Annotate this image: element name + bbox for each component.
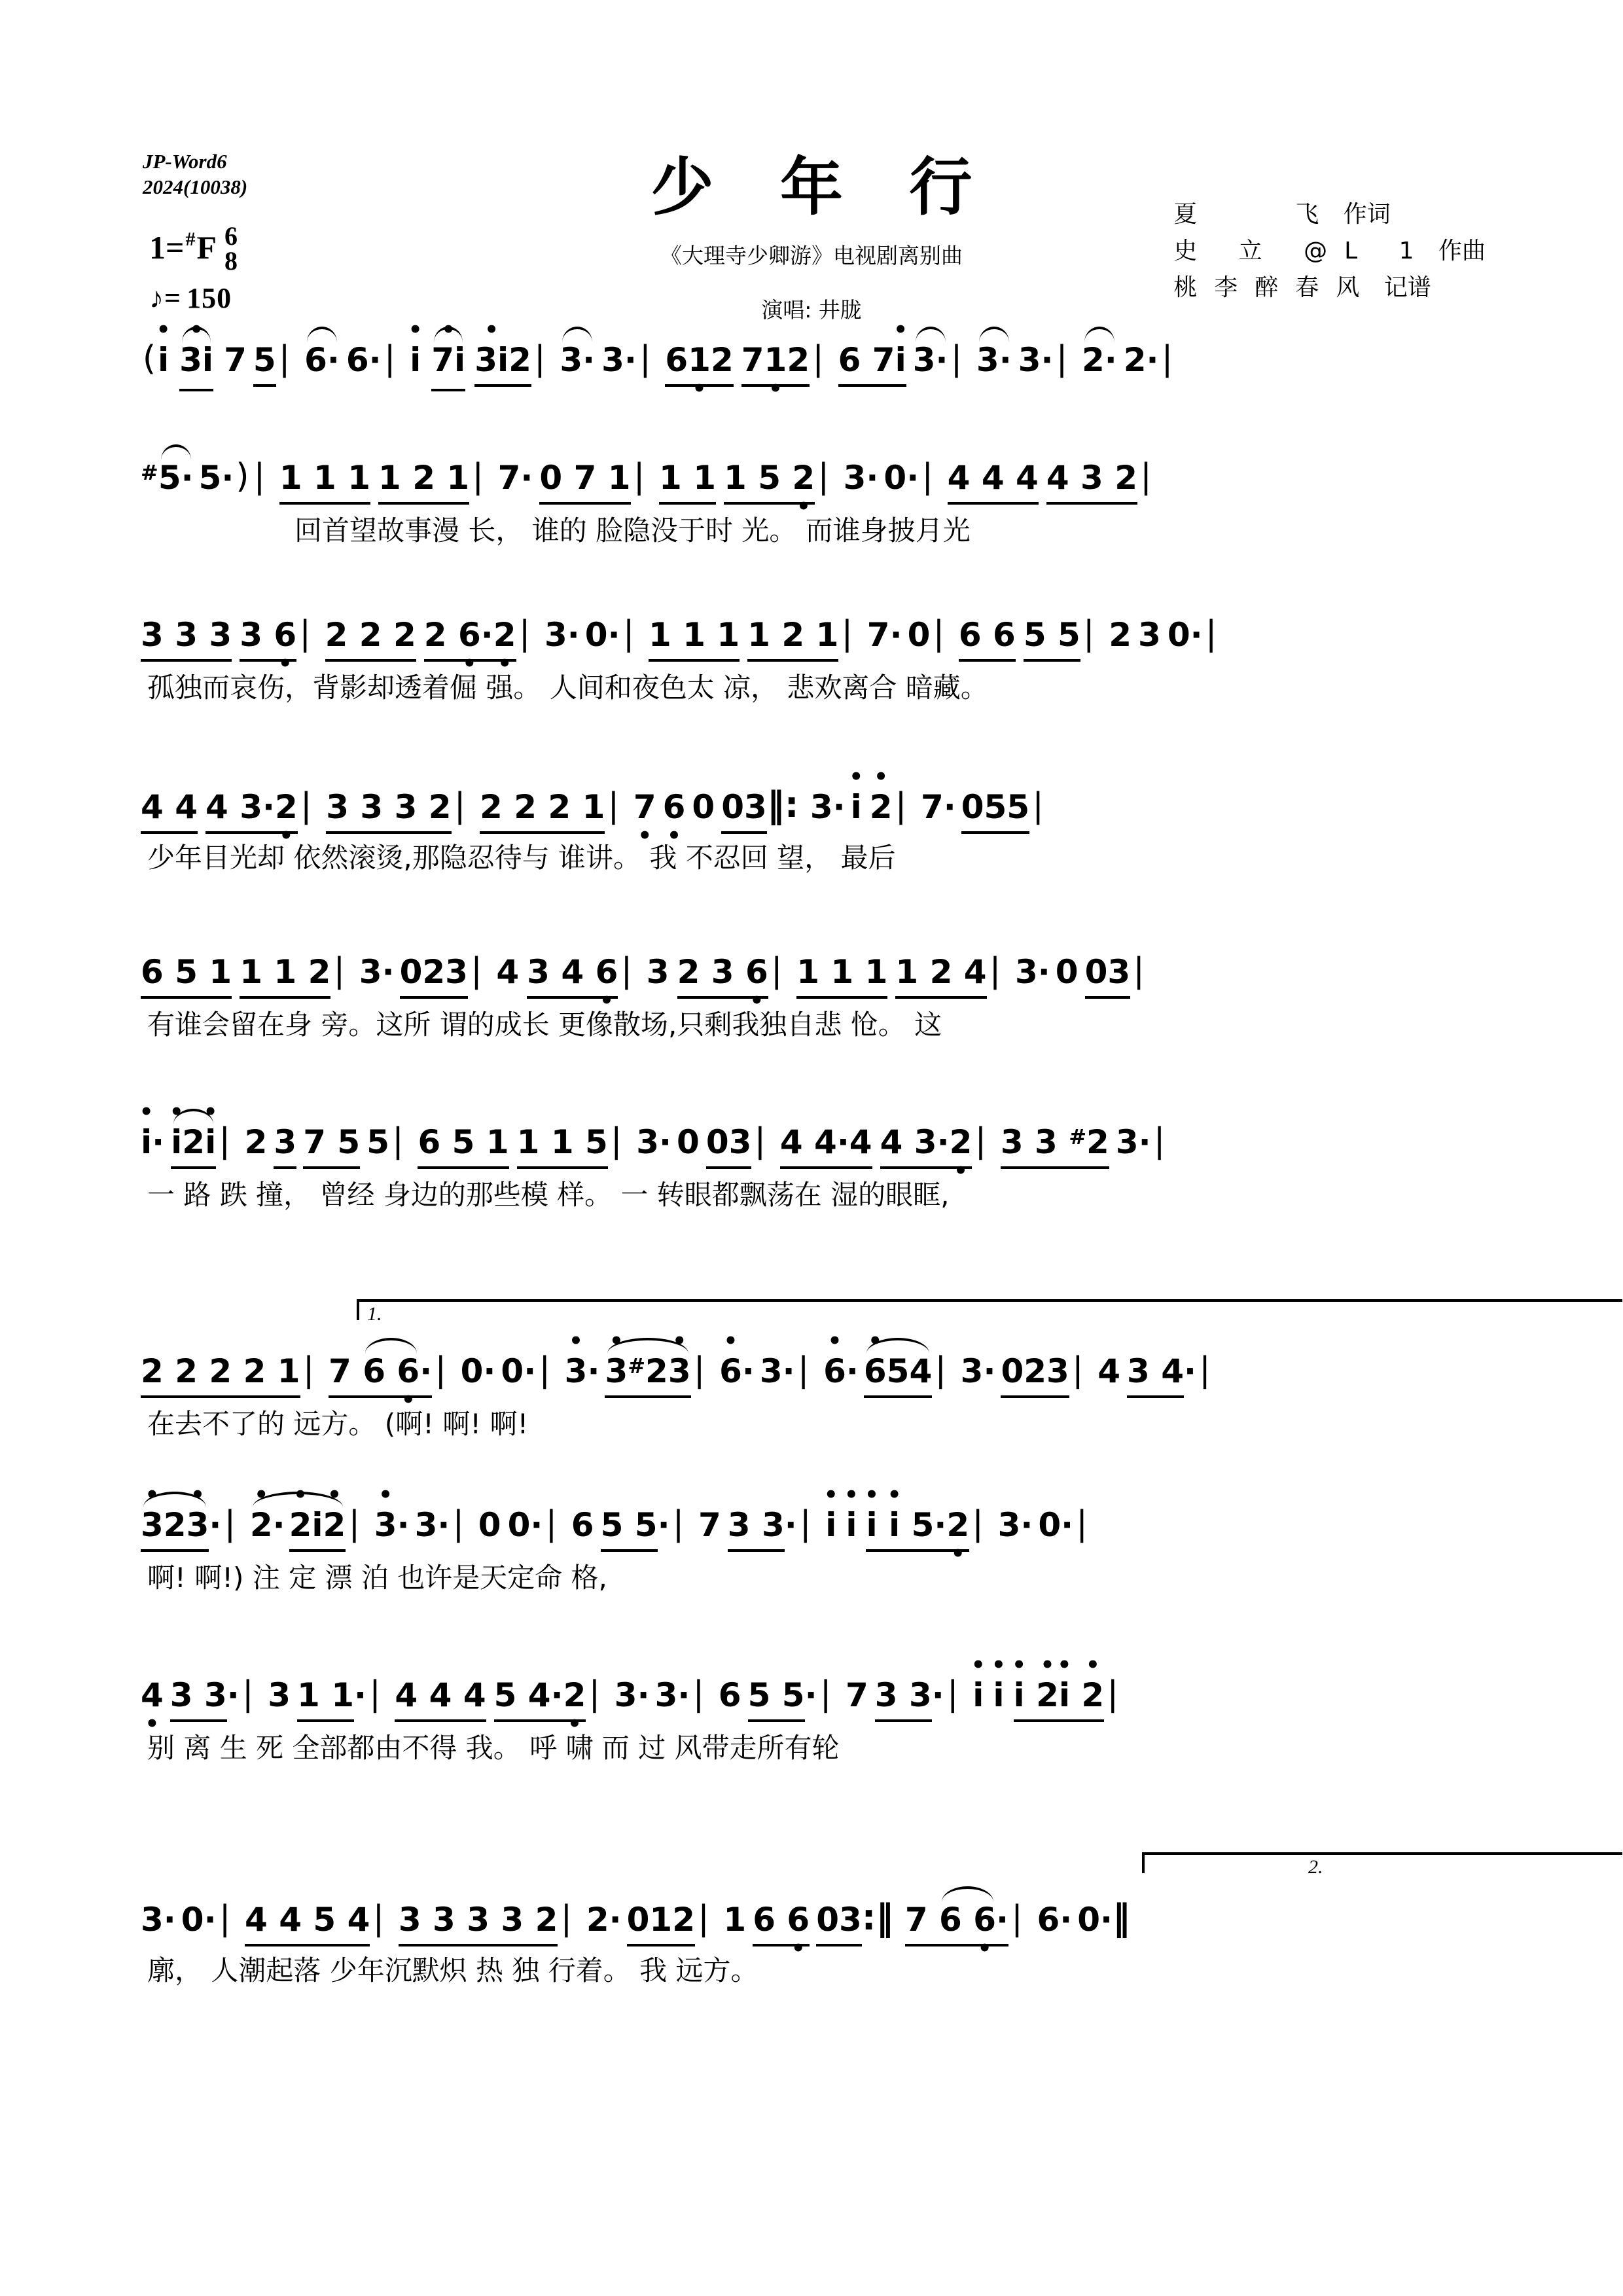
lyric-row-6: 一 路 跌 撞， 曾经 身边的那些模 样。 一 转眼都飘荡在 湿的眼眶,	[147, 1179, 950, 1211]
music-system-4	[141, 785, 1489, 876]
music-system-6	[141, 1122, 1489, 1213]
lyric-row-5: 有谁会留在身 旁。这所 谓的成长 更像散场,只剩我独自悲 怆。 这	[147, 1009, 942, 1041]
credit-lyricist-name: 夏 飞	[1173, 201, 1336, 228]
credit-composer-role: 作曲	[1438, 237, 1486, 264]
key-tempo-block	[149, 223, 238, 315]
sharp-icon: #	[185, 228, 196, 250]
subtitle: 《大理寺少卿游》电视剧离别曲	[660, 243, 963, 268]
lyric-row-10: 廓， 人潮起落 少年沉默炽 热 独 行着。 我 远方。	[147, 1954, 758, 1986]
lyric-row-8: 啊! 啊!) 注 定 漂 泊 也许是天定命 格,	[147, 1562, 607, 1594]
stamp-line-1: JP-Word6	[143, 150, 227, 173]
time-signature	[224, 221, 238, 276]
note-row-6: • i· • i2• i| 2 3 7 5 5| 6 5 1 1 1 5| 3· 0 03| 4 4·4 4 3·2 •| 3 3 #2 3·|	[141, 1122, 1489, 1170]
eighth-note-icon: ♪	[149, 282, 164, 314]
tempo-equals: =	[164, 282, 182, 314]
lyric-row-4: 少年目光却 依然滚烫,那隐忍待与 谁讲。 我 不忍回 望， 最后	[147, 842, 896, 874]
key-signature-label: 1=	[149, 229, 185, 266]
credit-transcriber-role: 记谱	[1383, 274, 1431, 301]
credit-lyricist-role: 作词	[1343, 201, 1391, 228]
note-row-2: #5· 5·) | 1 1 1 1 2 1| 7· 0 7 1| 1 1 1 5 2 •| 3· 0·| 4 4 4 4 3 2|	[141, 458, 1489, 505]
note-row-10: 3· 0·| 4 4 5 4| 3 3 3 3 2| 2· 012| 1 6 6 • 03:‖ 7 6 6 •·| 6· 0·‖	[141, 1898, 1489, 1945]
credit-composer-name: 史 立 @L 1	[1173, 237, 1431, 264]
note-row-5: 6 5 1 1 1 2| 3· 023| 4 3 4 6 •| 3 2 3 6 •| 1 1 1 1 2 4| 3· 0 03|	[141, 952, 1489, 999]
note-row-4: 4 4 4 3·2 •| 3 3 3 2| 2 2 2 1| 7 • 6 • 0 03‖: 3· • i • 2| 7· 055|	[141, 785, 1489, 833]
credit-lyricist	[1173, 196, 1486, 233]
stamp-line-2: 2024(10038)	[143, 175, 248, 198]
note-row-9: 4 • 3 3·| 3 1 1·| 4 4 4 5 4·2 •| 3· 3·| 6 5 5·| 7 3 3·| • i • i • i • 2• i • 2|	[141, 1676, 1489, 1723]
repeat-volta-2	[1142, 1852, 1622, 1878]
tempo-marking	[149, 281, 238, 315]
lyric-row-9: 别 离 生 死 全部都由不得 我。 呼 啸 而 过 风带走所有轮	[147, 1732, 840, 1764]
lyric-row-2: 回首望故事漫 长， 谁的 脸隐没于时 光。 而谁身披月光	[294, 514, 971, 547]
music-system-3	[141, 615, 1489, 706]
time-signature-numerator: 6	[224, 221, 238, 251]
note-row-7: 2 2 2 2 1| 7 6 6 •·| 0· 0·| • 3· • 3#2• 3| • 6· 3·| • 6· • 654| 3· 023| 4 3 4·|	[141, 1352, 1489, 1399]
lyric-row-7: 在去不了的 远方。 (啊! 啊! 啊!	[147, 1408, 529, 1440]
page-title: 少 年 行	[651, 151, 995, 224]
volta-2-label: 2.	[1308, 1856, 1323, 1878]
tempo-value: 150	[187, 282, 232, 314]
music-system-9	[141, 1676, 1489, 1766]
music-system-2	[141, 458, 1489, 548]
music-system-7	[141, 1299, 1489, 1442]
lyric-row-3: 孤独而哀伤，背影却透着倔 强。 人间和夜色太 凉， 悲欢离合 暗藏。	[147, 672, 988, 704]
music-system-5	[141, 952, 1489, 1043]
note-row-1: (• i • 3i 7 5| 6· 6·| • i • 7i • 3i2| 3· 3·| 61 •2 71 •2| 6 7• i 3·| 3· 3·| 2· 2·|	[141, 340, 1489, 387]
music-system-8	[141, 1505, 1489, 1596]
key-letter: F	[196, 229, 217, 266]
credit-transcriber	[1173, 270, 1486, 306]
note-row-3: 3 3 3 3 6 •| 2 2 2 2 6 •·2 •| 3· 0·| 1 1 1 1 2 1| 7· 0| 6 6 5 5| 2 3 0·|	[141, 615, 1489, 662]
time-signature-denominator: 8	[224, 246, 238, 276]
music-system-1	[141, 340, 1489, 387]
credit-transcriber-name: 桃李醉春风	[1173, 274, 1377, 301]
credits-block	[1173, 196, 1486, 306]
repeat-volta-1	[357, 1299, 1622, 1325]
singer-line: 演唱: 井胧	[761, 297, 862, 323]
note-row-8: • 32• 3·| • 2· • 2i• 2| • 3· 3·| 0 0·| 6 5 5·| 7 3 3·| • i • i • i • i 5·2 •| 3· 0·|	[141, 1505, 1489, 1552]
music-system-10	[141, 1846, 1489, 1988]
credit-composer	[1173, 233, 1486, 270]
key-signature	[149, 221, 238, 276]
volta-1-label: 1.	[367, 1303, 382, 1325]
